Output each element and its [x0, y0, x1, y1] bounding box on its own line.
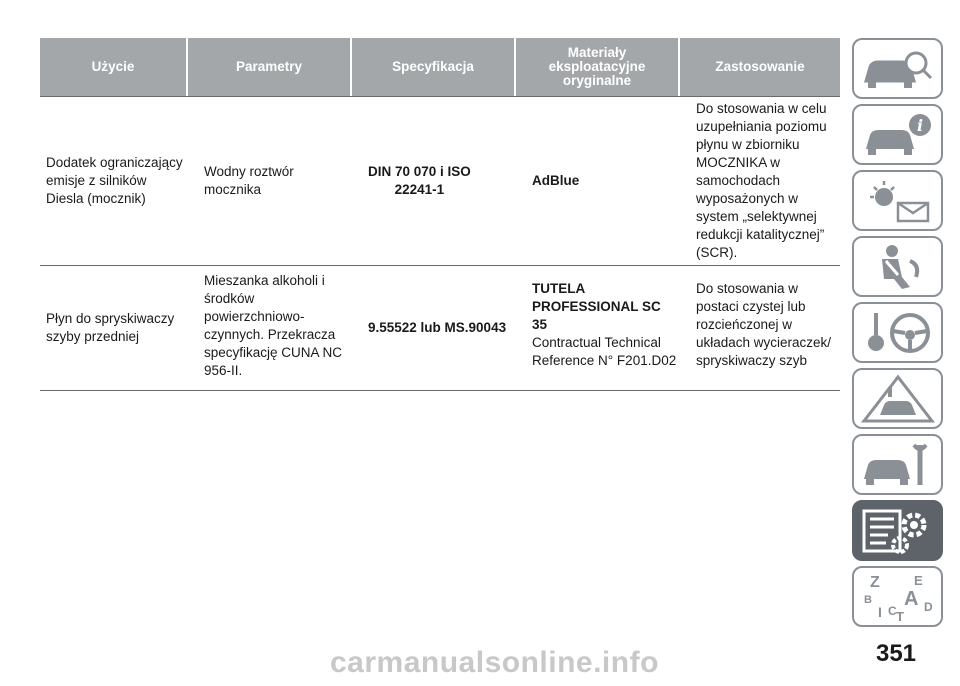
tab-car-wrench[interactable] — [852, 434, 943, 495]
car-warning-triangle-icon — [858, 373, 938, 425]
svg-text:i: i — [916, 115, 923, 135]
index-letter: I — [877, 603, 882, 620]
index-letter: E — [913, 572, 923, 588]
car-info-icon — [858, 109, 938, 161]
index-letter: B — [863, 593, 872, 606]
material-reference: Contractual Technical Reference N° F201.D02 — [532, 335, 677, 368]
index-letter: Z — [869, 573, 880, 591]
table-row — [40, 97, 840, 266]
tab-car-warning[interactable] — [852, 368, 943, 429]
cell-application: Do stosowania w celu uzupełniania poziomu płynu w zbiorniku MOCZNIKA w samochodach wyposażonych w system „selektywnej redukcji katalitycznej” (SCR). — [696, 101, 827, 260]
seatbelt-airbag-icon — [858, 241, 938, 293]
index-letter: T — [895, 608, 904, 623]
tab-warning-lights[interactable] — [852, 170, 943, 231]
table-header — [40, 38, 840, 96]
chapter-tabs — [852, 38, 946, 632]
cell-material: AdBlue — [532, 173, 580, 188]
index-letter: A — [903, 587, 918, 610]
cell-parameters: Wodny roztwór mocznika — [204, 164, 294, 197]
alphabet-index-icon — [858, 571, 938, 623]
page-number: 351 — [875, 640, 917, 667]
header-parameters: Parametry — [186, 38, 350, 96]
tab-key-steering[interactable] — [852, 302, 943, 363]
header-use: Użycie — [40, 38, 186, 96]
car-wrench-icon — [858, 439, 938, 491]
cell-parameters: Mieszanka alkoholi i środków powierzchniowo- czynnych. Przekracza specyfikację CUNA NC 956-II. — [204, 273, 343, 378]
cell-use: Płyn do spryskiwaczy szyby przedniej — [46, 311, 175, 344]
tab-alphabet-index[interactable] — [852, 566, 943, 627]
cell-specification: 9.55522 lub MS.90043 — [368, 320, 507, 335]
watermark: carmanualsonline.info — [330, 646, 659, 679]
warning-lights-icon — [858, 175, 938, 227]
tab-car-info[interactable] — [852, 104, 943, 165]
tab-seatbelt-airbag[interactable] — [852, 236, 943, 297]
tab-specs-gears[interactable] — [852, 500, 943, 561]
table-row — [40, 266, 840, 391]
header-original-materials: Materiały eksploatacyjne oryginalne — [514, 38, 678, 96]
cell-use: Dodatek ograniczający emisje z silników Diesla (mocznik) — [46, 155, 183, 206]
header-specification: Specyfikacja — [350, 38, 514, 96]
specs-gears-icon — [858, 505, 938, 557]
fluids-table — [40, 38, 840, 391]
car-search-icon — [858, 43, 938, 95]
tab-car-search[interactable] — [852, 38, 943, 99]
cell-application: Do stosowania w postaci czystej lub rozcieńczonej w układach wycieraczek/ spryskiwaczy szyb — [696, 281, 832, 368]
cell-specification: DIN 70 070 i ISO 22241-1 — [368, 164, 471, 197]
cell-material — [526, 266, 690, 390]
index-letter: D — [923, 599, 933, 614]
header-application: Zastosowanie — [678, 38, 840, 96]
key-steering-wheel-icon — [858, 307, 938, 359]
material-name: TUTELA PROFESSIONAL SC 35 — [532, 281, 661, 332]
index-letter: C — [887, 603, 897, 618]
